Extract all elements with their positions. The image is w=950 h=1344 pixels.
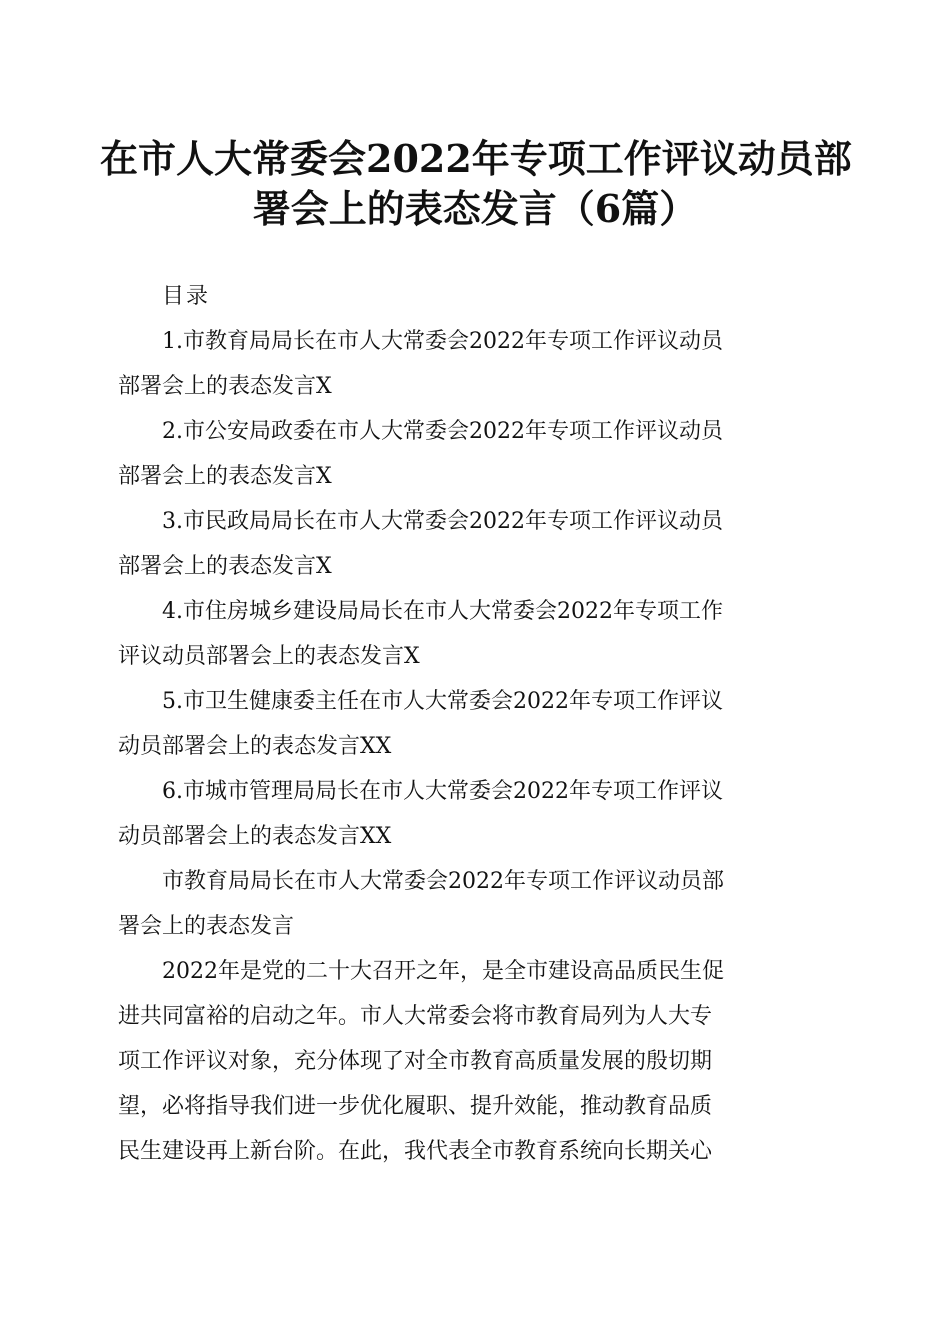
toc-item-line: 部署会上的表态发言X [118, 554, 332, 579]
toc-item-line: 2.市公安局政委在市人大常委会2022年专项工作评议动员 [162, 419, 723, 444]
section-heading-line: 市教育局局长在市人大常委会2022年专项工作评议动员部 [162, 869, 724, 894]
toc-item-line: 4.市住房城乡建设局局长在市人大常委会2022年专项工作 [162, 599, 723, 624]
toc-item [118, 679, 826, 769]
toc-item-line: 评议动员部署会上的表态发言X [118, 644, 420, 669]
toc-item [118, 769, 826, 859]
toc-item [118, 589, 826, 679]
body-line: 2022年是党的二十大召开之年，是全市建设高品质民生促 [162, 959, 724, 984]
toc-item-line: 部署会上的表态发言X [118, 374, 332, 399]
toc-item-line: 动员部署会上的表态发言XX [118, 824, 392, 849]
document-title [100, 134, 850, 234]
title-line-1: 在市人大常委会2022年专项工作评议动员部 [100, 136, 852, 181]
toc-item [118, 409, 826, 499]
toc-heading: 目录 [162, 284, 211, 309]
toc-item-line: 部署会上的表态发言X [118, 464, 332, 489]
section-heading-line: 署会上的表态发言 [118, 914, 295, 939]
toc-item-line: 3.市民政局局长在市人大常委会2022年专项工作评议动员 [162, 509, 723, 534]
toc-item [118, 499, 826, 589]
toc-item [118, 319, 826, 409]
body-line: 望，必将指导我们进一步优化履职、提升效能，推动教育品质 [118, 1094, 713, 1119]
body-line: 民生建设再上新台阶。在此，我代表全市教育系统向长期关心 [118, 1139, 713, 1164]
toc-item-line: 动员部署会上的表态发言XX [118, 734, 392, 759]
document-body [118, 274, 826, 1174]
body-line: 项工作评议对象，充分体现了对全市教育高质量发展的殷切期 [118, 1049, 713, 1074]
toc-item-line: 1.市教育局局长在市人大常委会2022年专项工作评议动员 [162, 329, 723, 354]
section-heading [118, 859, 826, 949]
body-line: 进共同富裕的启动之年。市人大常委会将市教育局列为人大专 [118, 1004, 713, 1029]
title-line-2: 署会上的表态发言（6篇） [252, 186, 698, 231]
body-paragraph [118, 949, 826, 1174]
toc-item-line: 5.市卫生健康委主任在市人大常委会2022年专项工作评议 [162, 689, 723, 714]
toc-item-line: 6.市城市管理局局长在市人大常委会2022年专项工作评议 [162, 779, 723, 804]
